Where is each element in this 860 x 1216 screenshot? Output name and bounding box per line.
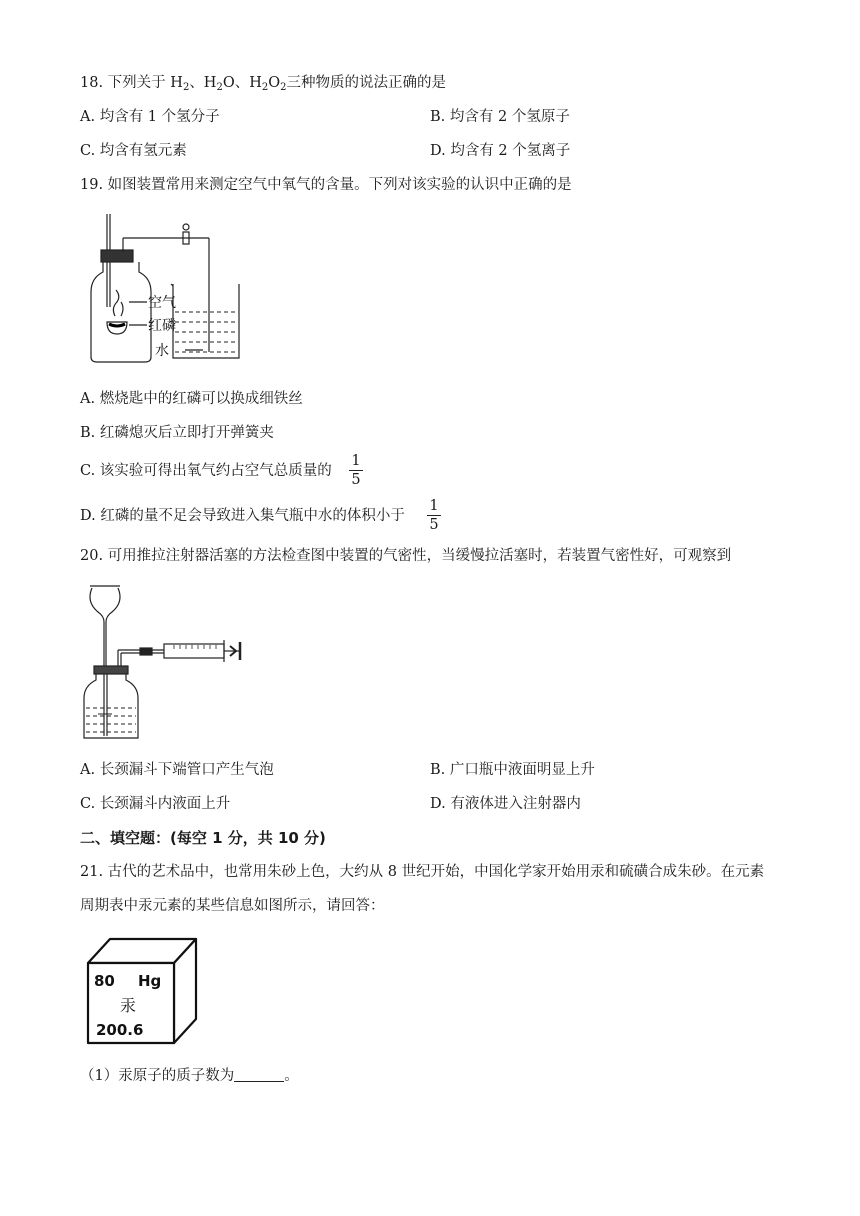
answer-blank[interactable] (234, 1066, 284, 1082)
q19-option-a: A. 燃烧匙中的红磷可以换成细铁丝 (80, 391, 303, 407)
q21-stem-line1: 21. 古代的艺术品中，也常用朱砂上色，大约从 8 世纪开始，中国化学家开始用汞和硫磺合成朱砂。在元素 (80, 864, 765, 880)
q20-stem: 20. 可用推拉注射器活塞的方法检查图中装置的气密性，当缓慢拉活塞时，若装置气密性好，可观察到 (80, 548, 732, 564)
element-atomic-number: 80 (94, 972, 115, 990)
q18-option-b: B. 均含有 2 个氢原子 (430, 109, 570, 125)
section-title-fill-in: 二、填空题：(每空 1 分，共 10 分) (80, 829, 326, 847)
label-air: 空气 (148, 295, 176, 311)
q18-option-d: D. 均含有 2 个氢离子 (430, 143, 571, 159)
label-red-phosphorus: 红磷 (148, 318, 176, 334)
q20-option-b: B. 广口瓶中液面明显上升 (430, 762, 595, 778)
element-name: 汞 (120, 996, 137, 1015)
q18-option-c: C. 均含有氢元素 (80, 143, 187, 159)
label-water: 水 (155, 343, 169, 359)
element-atomic-mass: 200.6 (96, 1021, 144, 1039)
q19-oxygen-apparatus-figure (85, 212, 255, 367)
q21-subquestion-1: （1）汞原子的质子数为 。 (80, 1068, 299, 1084)
q19-option-c-fraction: $\frac{1}{5}$ (349, 452, 363, 489)
q18-stem: 18. 下列关于 $H_2$、$H_2O$、$H_2O_2$三种物质的说法正确的是 (80, 75, 447, 93)
q20-option-c: C. 长颈漏斗内液面上升 (80, 796, 231, 812)
q19-option-b: B. 红磷熄灭后立即打开弹簧夹 (80, 425, 274, 441)
q20-option-d: D. 有液体进入注射器内 (430, 796, 581, 812)
q19-option-c: C. 该实验可得出氧气约占空气总质量的 (80, 463, 332, 479)
q19-option-d: D. 红磷的量不足会导致进入集气瓶中水的体积小于 (80, 508, 405, 524)
q19-option-d-fraction: $\frac{1}{5}$ (427, 497, 441, 534)
element-symbol: Hg (138, 972, 162, 990)
mercury-element-card-figure (84, 935, 202, 1047)
q18-option-a: A. 均含有 1 个氢分子 (80, 109, 220, 125)
q20-option-a: A. 长颈漏斗下端管口产生气泡 (80, 762, 274, 778)
q20-airtightness-apparatus-figure (80, 582, 250, 742)
q21-stem-line2: 周期表中汞元素的某些信息如图所示，请回答： (80, 898, 385, 914)
q19-stem: 19. 如图装置常用来测定空气中氧气的含量。下列对该实验的认识中正确的是 (80, 177, 572, 193)
